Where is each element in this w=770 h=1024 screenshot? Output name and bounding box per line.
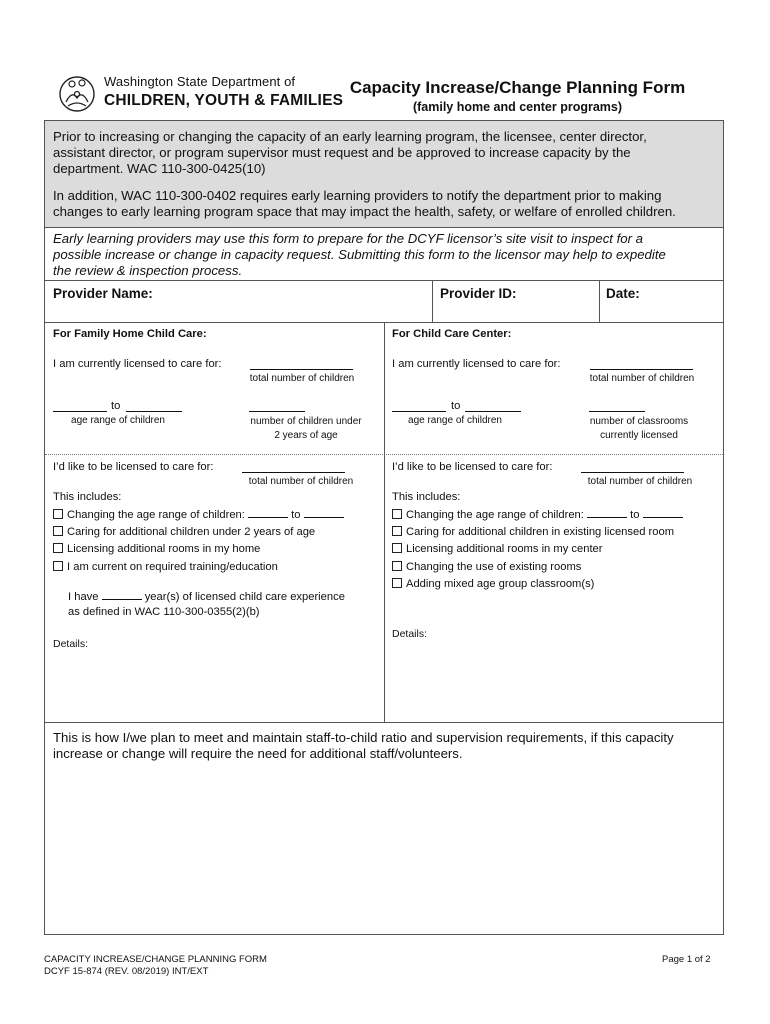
family-like-caption: total number of children bbox=[248, 476, 354, 487]
center-like-total-field[interactable] bbox=[581, 461, 684, 473]
family-age-to: to bbox=[111, 400, 121, 412]
form-subtitle: (family home and center programs) bbox=[412, 100, 623, 114]
center-check-existing-room[interactable]: Caring for additional children in existing licensed room bbox=[392, 524, 674, 542]
family-check-rooms[interactable]: Licensing additional rooms in my home bbox=[53, 541, 260, 559]
center-includes-label: This includes: bbox=[392, 491, 461, 503]
center-check-use-rooms[interactable]: Changing the use of existing rooms bbox=[392, 559, 581, 577]
family-experience: I have year(s) of licensed child care experience as defined in WAC 110-300-0355(2)(b) bbox=[68, 588, 345, 620]
family-home-heading: For Family Home Child Care: bbox=[53, 328, 207, 340]
center-check-rooms[interactable]: Licensing additional rooms in my center bbox=[392, 541, 603, 559]
provider-id-field[interactable] bbox=[525, 283, 595, 319]
agency-name-line1: Washington State Department of bbox=[104, 74, 296, 89]
center-check-age-range[interactable]: Changing the age range of children: to bbox=[392, 506, 683, 525]
footer-form-info: CAPACITY INCREASE/CHANGE PLANNING FORM DCYF 15-874 (REV. 08/2019) INT/EXT bbox=[44, 954, 267, 977]
date-field[interactable] bbox=[645, 283, 720, 319]
staffing-prompt: This is how I/we plan to meet and maintain staff-to-child ratio and supervision requirements, if this capacity increase or change will require the need for additional staff/volunteers. bbox=[53, 730, 674, 761]
family-current-label: I am currently licensed to care for: bbox=[53, 358, 222, 370]
center-current-total-field[interactable] bbox=[590, 358, 693, 370]
family-age-to-field[interactable] bbox=[126, 400, 182, 412]
family-check-age-range[interactable]: Changing the age range of children: to bbox=[53, 506, 344, 525]
agency-name-line2: CHILDREN, YOUTH & FAMILIES bbox=[104, 92, 344, 109]
family-details-field[interactable] bbox=[50, 652, 380, 716]
family-like-total-field[interactable] bbox=[242, 461, 345, 473]
family-under2-field[interactable] bbox=[249, 400, 305, 412]
page-number: Page 1 of 2 bbox=[662, 954, 711, 965]
center-classrooms-caption: number of classrooms currently licensed bbox=[589, 416, 689, 441]
center-age-from-field[interactable] bbox=[392, 400, 446, 412]
center-classrooms-field[interactable] bbox=[589, 400, 645, 412]
family-details-label: Details: bbox=[53, 638, 89, 650]
form-title: Capacity Increase/Change Planning Form bbox=[349, 78, 686, 97]
staffing-plan-field[interactable] bbox=[50, 768, 718, 930]
provider-name-label: Provider Name: bbox=[53, 286, 153, 301]
family-age-from-field[interactable] bbox=[53, 400, 107, 412]
center-age-to-field[interactable] bbox=[465, 400, 521, 412]
family-includes-label: This includes: bbox=[53, 491, 122, 503]
center-age-caption: age range of children bbox=[408, 415, 502, 426]
family-experience-years-field[interactable] bbox=[102, 588, 142, 600]
center-age-to: to bbox=[451, 400, 461, 412]
family-like-label: I’d like to be licensed to care for: bbox=[53, 461, 214, 473]
center-current-label: I am currently licensed to care for: bbox=[392, 358, 561, 370]
provider-id-label: Provider ID: bbox=[440, 286, 517, 301]
center-like-caption: total number of children bbox=[587, 476, 693, 487]
center-like-label: I’d like to be licensed to care for: bbox=[392, 461, 553, 473]
family-under2-caption: number of children under 2 years of age bbox=[250, 416, 362, 441]
agency-logo bbox=[58, 72, 344, 116]
center-details-field[interactable] bbox=[390, 642, 718, 716]
family-check-under2[interactable]: Caring for additional children under 2 years of age bbox=[53, 524, 315, 542]
intro-italic-note: Early learning providers may use this form to prepare for the DCYF licensor’s site visit to inspect for a possible increase or change in capacity request. Submitting this form to the licensor may help to expedite the review & inspection process. bbox=[53, 231, 666, 278]
date-label: Date: bbox=[606, 286, 640, 301]
family-current-total-field[interactable] bbox=[250, 358, 353, 370]
center-heading: For Child Care Center: bbox=[392, 328, 512, 340]
provider-name-field[interactable] bbox=[160, 283, 425, 319]
center-details-label: Details: bbox=[392, 628, 428, 640]
center-check-mixed-age[interactable]: Adding mixed age group classroom(s) bbox=[392, 576, 594, 594]
center-total-caption: total number of children bbox=[589, 373, 695, 384]
family-age-caption: age range of children bbox=[71, 415, 165, 426]
intro-paragraph-2: In addition, WAC 110-300-0402 requires early learning providers to notify the department prior to making changes to early learning program space that may impact the health, safety, or welfare of enrolled children. bbox=[53, 188, 676, 219]
family-total-caption: total number of children bbox=[249, 373, 355, 384]
intro-paragraph-1: Prior to increasing or changing the capacity of an early learning program, the licensee, center director, assistant director, or program supervisor must request and be approved to increase capacity by the department. WAC 110-300-0425(10) bbox=[53, 129, 647, 176]
family-seal-icon bbox=[58, 72, 96, 116]
family-check-training[interactable]: I am current on required training/education bbox=[53, 559, 278, 577]
